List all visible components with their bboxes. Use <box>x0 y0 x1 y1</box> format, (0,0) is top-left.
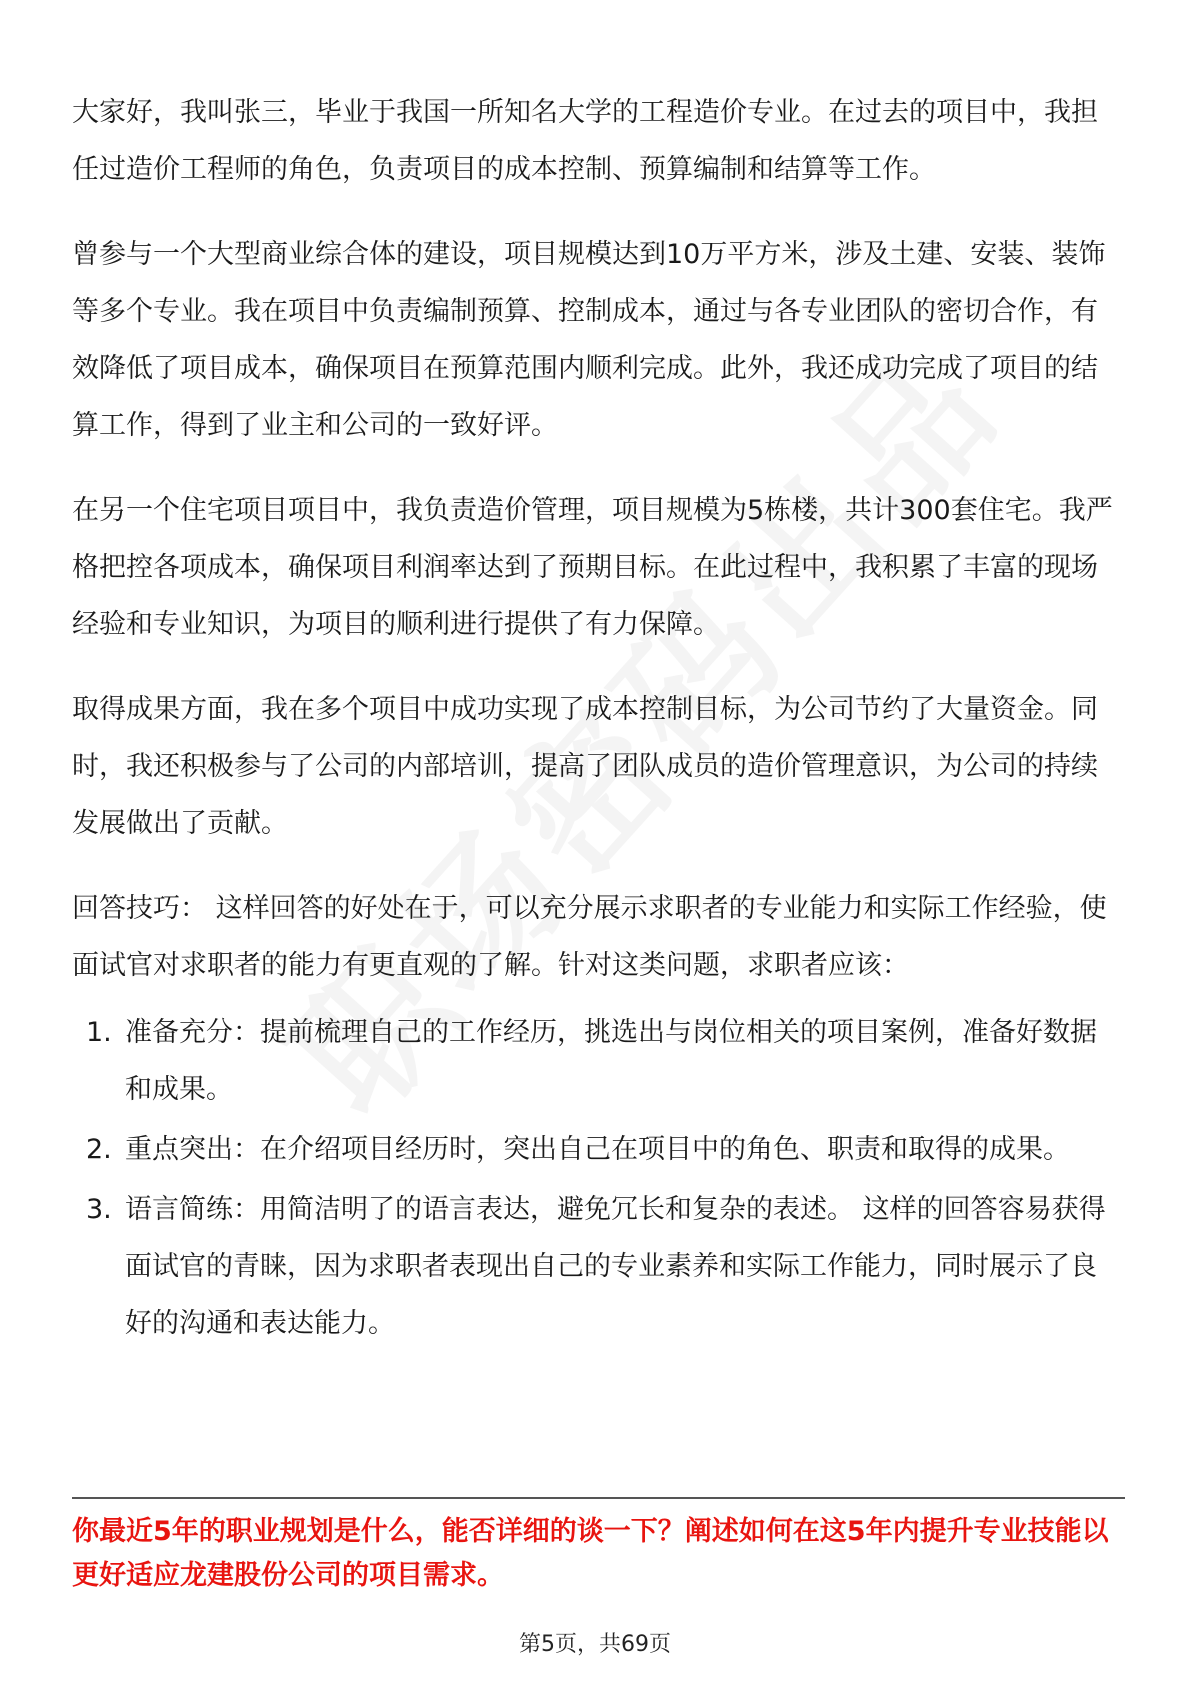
paragraph-answer-tips: 回答技巧： 这样回答的好处在于，可以充分展示求职者的专业能力和实际工作经验，使面试官对求职者的能力有更直观的了解。针对这类问题，求职者应该： <box>72 893 1107 981</box>
paragraph-achievements: 取得成果方面，我在多个项目中成功实现了成本控制目标，为公司节约了大量资金。同时，我还积极参与了公司的内部培训，提高了团队成员的造价管理意识，为公司的持续发展做出了贡献。 <box>72 694 1098 839</box>
next-question-heading: 你最近5年的职业规划是什么，能否详细的谈一下？阐述如何在这5年内提升专业技能以更好适应龙建股份公司的项目需求。 <box>72 1516 1109 1591</box>
list-item <box>72 1181 1122 1352</box>
paragraph-commercial-project: 曾参与一个大型商业综合体的建设，项目规模达到10万平方米，涉及土建、安装、装饰等多个专业。我在项目中负责编制预算、控制成本，通过与各专业团队的密切合作，有效降低了项目成本，确保项目在预算范围内顺利完成。此外，我还成功完成了项目的结算工作，得到了业主和公司的一致好评。 <box>72 239 1106 441</box>
list-item-number: 3. <box>86 1194 112 1225</box>
list-item-text: 语言简练：用简洁明了的语言表达，避免冗长和复杂的表述。 这样的回答容易获得面试官的青睐，因为求职者表现出自己的专业素养和实际工作能力，同时展示了良好的沟通和表达能力。 <box>125 1194 1106 1339</box>
list-item-text: 重点突出：在介绍项目经历时，突出自己在项目中的角色、职责和取得的成果。 <box>125 1134 1070 1165</box>
paragraph-intro: 大家好，我叫张三，毕业于我国一所知名大学的工程造价专业。在过去的项目中，我担任过造价工程师的角色，负责项目的成本控制、预算编制和结算等工作。 <box>72 97 1098 185</box>
list-item-number: 1. <box>86 1017 112 1048</box>
tips-list <box>72 1004 1122 1352</box>
list-item <box>72 1121 1122 1178</box>
list-item <box>72 1004 1122 1118</box>
answer-body <box>72 84 1122 1355</box>
page-number: 第5页，共69页 <box>519 1632 671 1657</box>
list-item-text: 准备充分：提前梳理自己的工作经历，挑选出与岗位相关的项目案例，准备好数据和成果。 <box>125 1017 1097 1105</box>
paragraph-residential-project: 在另一个住宅项目项目中，我负责造价管理，项目规模为5栋楼，共计300套住宅。我严格把控各项成本，确保项目利润率达到了预期目标。在此过程中，我积累了丰富的现场经验和专业知识，为项目的顺利进行提供了有力保障。 <box>72 495 1113 640</box>
section-divider <box>72 1497 1125 1499</box>
list-item-number: 2. <box>86 1134 112 1165</box>
